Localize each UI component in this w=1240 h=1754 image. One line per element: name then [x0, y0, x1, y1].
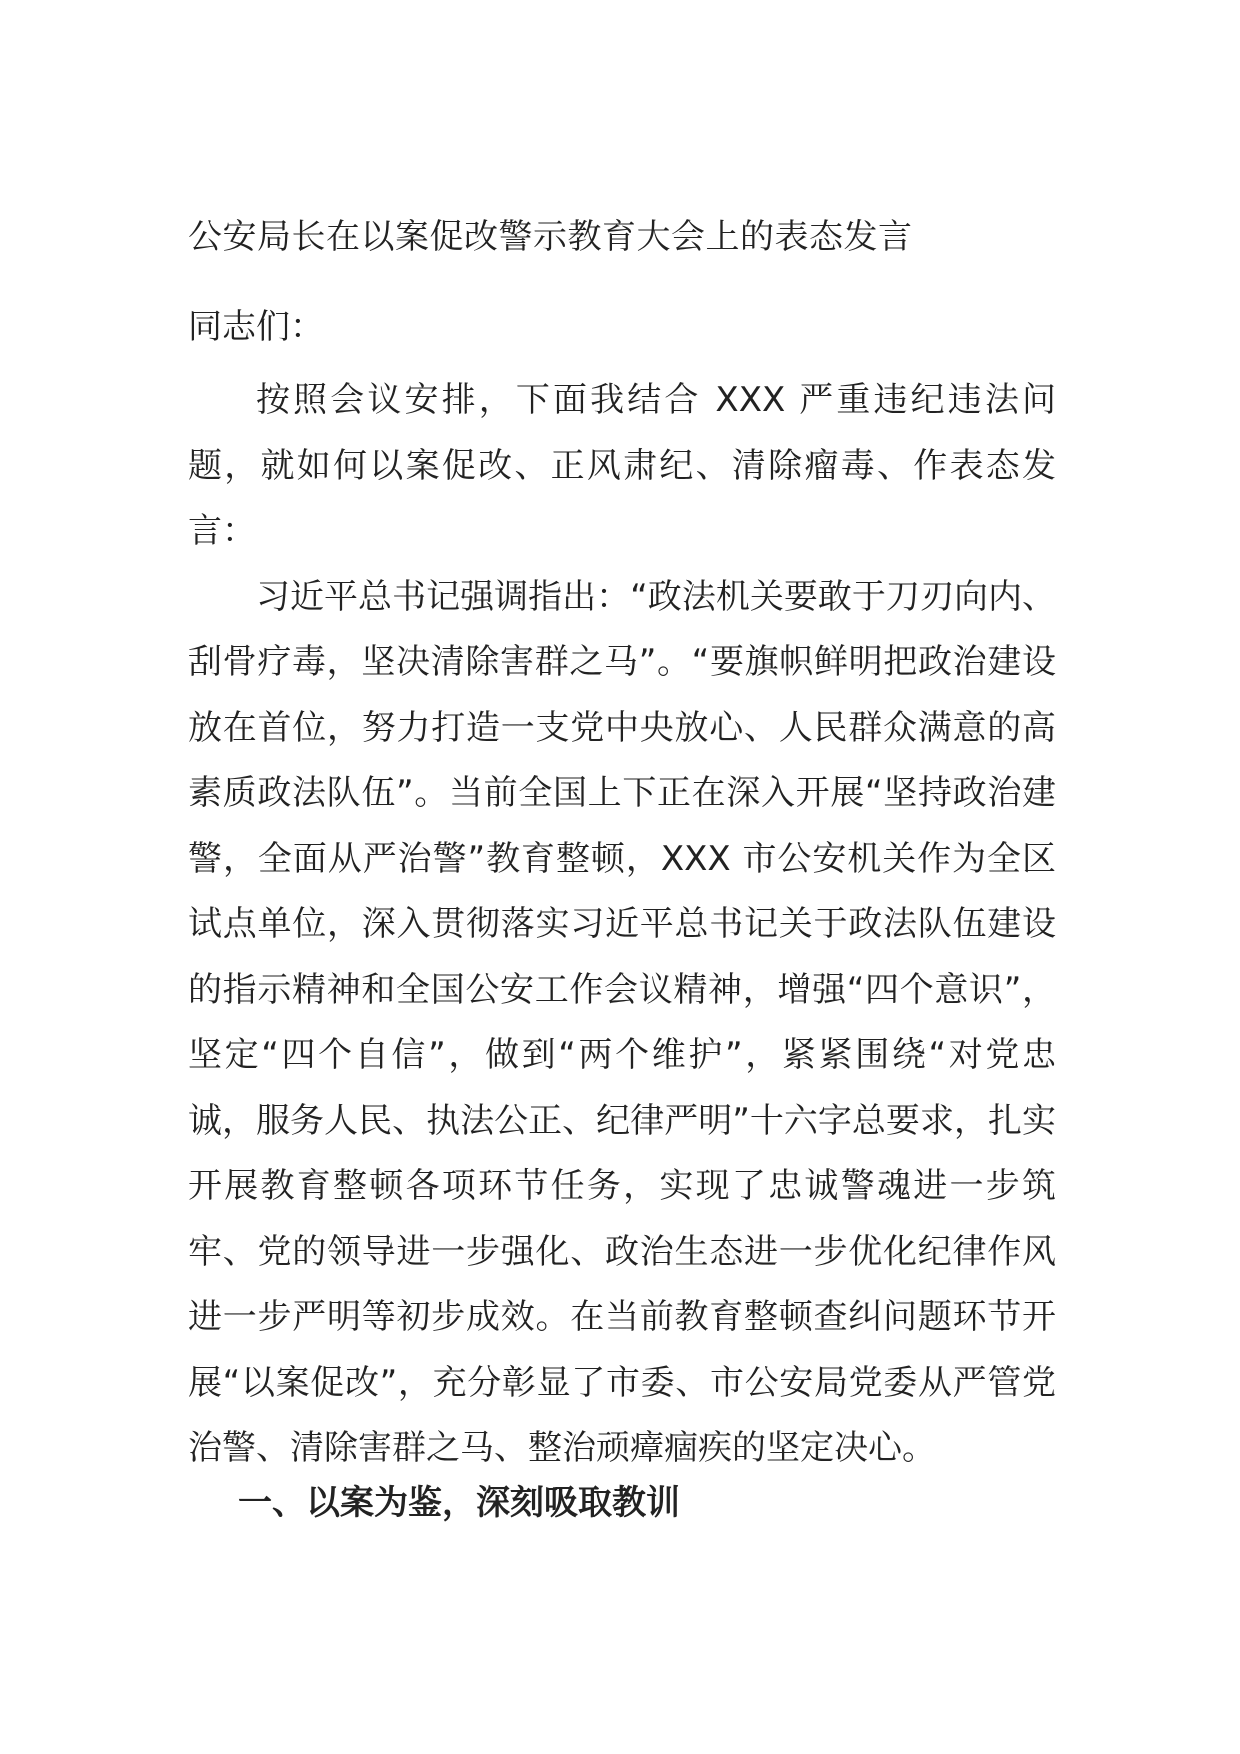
paragraph-main: 习近平总书记强调指出：“政法机关要敢于刀刃向内、刮骨疗毒，坚决清除害群之马”。“要旗帜鲜明把政治建设放在首位，努力打造一支党中央放心、人民群众满意的高素质政法队伍”。当前全国上下正在深入开展“坚持政治建警，全面从严治警”教育整顿，XXX 市公安机关作为全区试点单位，深入贯彻落实习近平总书记关于政法队伍建设的指示精神和全国公安工作会议精神，增强“四个意识”，坚定“四个自信”，做到“两个维护”，紧紧围绕“对党忠诚，服务人民、执法公正、纪律严明”十六字总要求，扎实开展教育整顿各项环节任务，实现了忠诚警魂进一步筑牢、党的领导进一步强化、政治生态进一步优化纪律作风进一步严明等初步成效。在当前教育整顿查纠问题环节开展“以案促改”，充分彰显了市委、市公安局党委从严管党治警、清除害群之马、整治顽瘴痼疾的坚定决心。 [188, 576, 1056, 1468]
section-heading: 一、以案为鉴，深刻吸取教训 [238, 1483, 680, 1523]
document-title: 公安局长在以案促改警示教育大会上的表态发言 [188, 217, 913, 257]
document-body [188, 368, 1056, 1482]
paragraph-intro: 按照会议安排，下面我结合 XXX 严重违纪违法问题，就如何以案促改、正风肃纪、清除瘤毒、作表态发言： [188, 380, 1056, 551]
salutation: 同志们： [188, 307, 324, 347]
